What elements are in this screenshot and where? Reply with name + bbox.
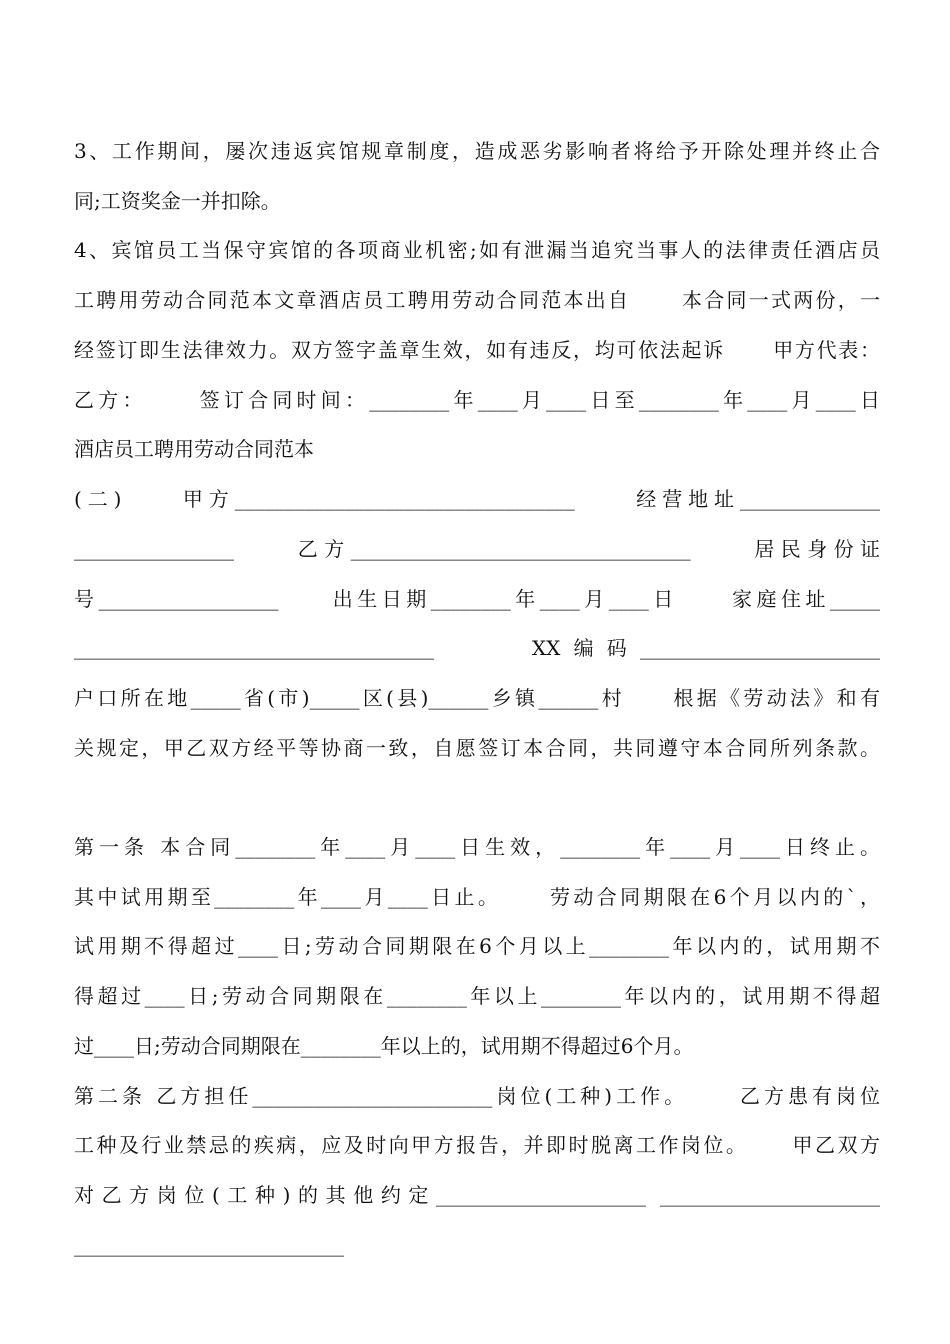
text-line: (二) 甲方__________________________________ 经营地址______________: [74, 487, 880, 511]
text-line: 经签订即生法律效力。双方签字盖章生效，如有违反，均可依法起诉 甲方代表：: [74, 338, 880, 362]
text-line: 试用期不得超过____日;劳动合同期限在6个月以上________年以内的，试用期不: [74, 934, 880, 958]
text-line: 工种及行业禁忌的疾病，应及时向甲方报告，并即时脱离工作岗位。 甲乙双方: [74, 1133, 880, 1157]
text-line: 4、宾馆员工当保守宾馆的各项商业机密;如有泄漏当追究当事人的法律责任酒店员: [74, 238, 880, 262]
text-line: 酒店员工聘用劳动合同范本: [74, 437, 314, 461]
text-line: 对乙方岗位(工种)的其他约定_____________________ ______________________: [74, 1183, 880, 1207]
text-line: ____________________________________ XX编码________________________: [74, 636, 880, 660]
text-line: 户口所在地_____省(市)_____区(县)______乡镇______村 根据《劳动法》和有: [74, 686, 880, 710]
text-line: 乙方： 签订合同时间：________年____月____日至________年____月____日: [74, 388, 880, 412]
text-line: 过____日;劳动合同期限在________年以上的，试用期不得超过6个月。: [74, 1034, 694, 1058]
text-line: 第一条 本合同________年____月____日生效，________年____月____日终止。: [74, 835, 880, 859]
text-line: 同;工资奖金一并扣除。: [74, 189, 281, 213]
text-line: ________________ 乙方__________________________________ 居民身份证: [74, 537, 880, 561]
text-line: 工聘用劳动合同范本文章酒店员工聘用劳动合同范本出自 本合同一式两份，一: [74, 288, 880, 312]
text-line: 其中试用期至________年____月____日止。 劳动合同期限在6个月以内的`，: [74, 885, 880, 909]
text-line: 3、工作期间，屡次违返宾馆规章制度，造成恶劣影响者将给予开除处理并终止合: [74, 139, 880, 163]
text-line: 得超过____日;劳动合同期限在________年以上________年以内的，试用期不得超: [74, 984, 880, 1008]
text-line: 第二条 乙方担任________________________岗位(工种)工作。 乙方患有岗位: [74, 1084, 880, 1108]
text-line: ___________________________: [74, 1233, 344, 1257]
text-line: 关规定，甲乙双方经平等协商一致，自愿签订本合同，共同遵守本合同所列条款。: [74, 736, 880, 760]
text-line: 号__________________ 出生日期________年____月____日 家庭住址_____: [74, 587, 880, 611]
